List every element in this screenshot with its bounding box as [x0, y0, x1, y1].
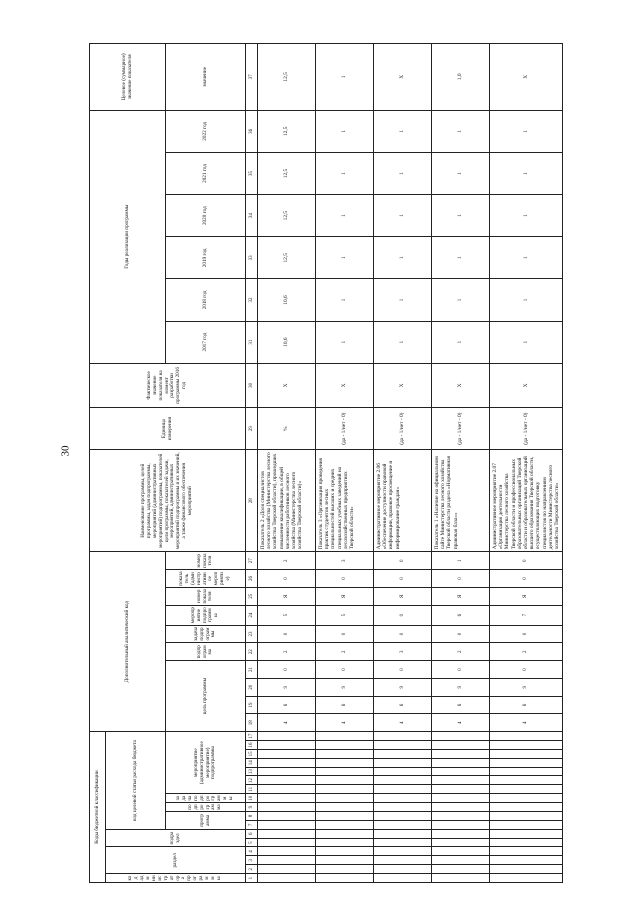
year-value: 1	[374, 195, 432, 237]
row-base: X	[316, 363, 374, 407]
budget-code-cell	[490, 803, 563, 812]
column-number: 3	[246, 856, 258, 865]
budget-code-cell	[490, 749, 563, 758]
budget-code-cell	[490, 829, 563, 838]
name-header: Наименование программы, целей программы, задач подпрограммы, мероприятий (административных мероприятий) подпрограммы, показателей цели программы, показателей задачи, мероприятий, административных мероприятий подпрограммы и их значений, а также финансового обеспечения мероприятий	[90, 450, 246, 552]
budget-code-cell	[258, 829, 316, 838]
column-number: 9	[246, 803, 258, 812]
year-value: 1	[490, 321, 563, 363]
ext-code-digit: 0	[490, 661, 563, 679]
budget-code-cell	[374, 865, 432, 874]
target-value-header: значение	[166, 44, 246, 111]
budget-code-cell	[316, 856, 374, 865]
budget-code-cell	[432, 794, 490, 803]
ext-code-digit: Я	[316, 587, 374, 605]
year-value: 1	[316, 195, 374, 237]
budget-code-cell	[432, 767, 490, 776]
budget-code-cell	[374, 829, 432, 838]
ext-code-digit: 3	[316, 552, 374, 570]
ext-code-digit: 4	[490, 714, 563, 732]
column-number: 27	[246, 552, 258, 570]
budget-code-cell	[258, 794, 316, 803]
budget-code-cell	[374, 758, 432, 767]
ext-code-digit: 0	[316, 661, 374, 679]
column-number: 35	[246, 152, 258, 194]
row-target: 12,5	[258, 44, 316, 111]
column-number: 18	[246, 714, 258, 732]
budget-code-cell	[432, 785, 490, 794]
table-row	[258, 44, 316, 883]
year-value: 10,6	[258, 279, 316, 321]
year-value: 1	[316, 110, 374, 152]
budget-code-cell	[432, 776, 490, 785]
budget-code-cell	[316, 741, 374, 750]
budget-code-cell	[490, 741, 563, 750]
budget-code-cell	[316, 812, 374, 821]
budget-code-cell	[432, 874, 490, 883]
year-value: 12,5	[258, 237, 316, 279]
year-value: 10,6	[258, 321, 316, 363]
budget-code-cell	[316, 732, 374, 741]
row-name: Показатель 3 «Организация проведения практик студентов лесных специальностей высших и средних специальных учебных заведений на лесохозяйственных предприятиях Тверской области»	[316, 450, 374, 552]
budget-code-cell	[490, 847, 563, 856]
row-name: Показатель 1 «Наличие на официальном сайте Министерства лесного хозяйства Тверской области раздела «Нормативная правовая база»»	[432, 450, 490, 552]
column-number: 26	[246, 570, 258, 588]
year-value: 1	[374, 110, 432, 152]
row-base: X	[374, 363, 432, 407]
budget-code-cell	[258, 803, 316, 812]
budget-code-cell	[258, 812, 316, 821]
column-number: 28	[246, 450, 258, 552]
year-value: 1	[490, 195, 563, 237]
ext-code-digit: Я	[432, 587, 490, 605]
budget-code-cell	[374, 741, 432, 750]
ext-col-5: показатель (административное мероприятие)	[166, 570, 246, 588]
column-number: 15	[246, 749, 258, 758]
ext-code-digit: 0	[490, 570, 563, 588]
column-number: 13	[246, 767, 258, 776]
budget-code-cell	[374, 820, 432, 829]
column-number: 34	[246, 195, 258, 237]
year-value: 1	[316, 152, 374, 194]
budget-code-cell	[316, 794, 374, 803]
row-unit: (да - 1/нет - 0)	[490, 408, 563, 450]
budget-code-cell	[432, 820, 490, 829]
budget-code-cell	[316, 803, 374, 812]
budget-code-cell	[258, 732, 316, 741]
razdel-header: раздел	[106, 847, 246, 874]
year-2017: 2017 год	[166, 321, 246, 363]
row-base: X	[490, 363, 563, 407]
ext-col-0: цель программы	[166, 661, 246, 732]
budget-code-cell	[316, 847, 374, 856]
ext-col-4: номер показателя	[166, 587, 246, 605]
year-value: 1	[432, 279, 490, 321]
subprogram-header: подпрограмма	[166, 803, 246, 812]
row-unit: %	[258, 408, 316, 450]
row-base: X	[258, 363, 316, 407]
budget-code-cell	[432, 856, 490, 865]
budget-code-cell	[258, 785, 316, 794]
column-number: 30	[246, 363, 258, 407]
admin-code-header: код администратора программы	[106, 874, 246, 883]
budget-code-cell	[316, 767, 374, 776]
ext-code-digit: 9	[316, 678, 374, 696]
budget-code-cell	[258, 847, 316, 856]
ext-code-digit: 5	[316, 605, 374, 625]
ext-code-digit: 0	[432, 661, 490, 679]
year-value: 1	[432, 110, 490, 152]
ext-code-digit: 0	[316, 570, 374, 588]
task-header: задача подпрограммы	[166, 794, 246, 803]
column-number: 7	[246, 820, 258, 829]
table-row	[316, 44, 374, 883]
budget-code-cell	[432, 749, 490, 758]
budget-code-cell	[432, 803, 490, 812]
budget-code-cell	[316, 776, 374, 785]
column-number: 24	[246, 605, 258, 625]
column-number: 32	[246, 279, 258, 321]
ext-code-digit: 9	[432, 678, 490, 696]
ext-code-digit: 2	[258, 643, 316, 661]
year-value: 1	[374, 152, 432, 194]
column-number: 22	[246, 643, 258, 661]
budget-code-cell	[490, 874, 563, 883]
table-row	[490, 44, 563, 883]
budget-code-cell	[490, 812, 563, 821]
year-2020: 2020 год	[166, 195, 246, 237]
column-number: 14	[246, 758, 258, 767]
budget-codes-header: Коды бюджетной классификации	[90, 732, 106, 883]
column-number-row	[246, 44, 258, 883]
ext-code-digit: 9	[374, 678, 432, 696]
budget-code-cell	[374, 838, 432, 847]
ext-code-digit: 0	[374, 605, 432, 625]
year-2018: 2018 год	[166, 279, 246, 321]
row-target: 1,0	[432, 44, 490, 111]
budget-code-cell	[374, 812, 432, 821]
row-unit: (да - 1/нет - 0)	[374, 408, 432, 450]
year-2019: 2019 год	[166, 237, 246, 279]
budget-code-cell	[432, 758, 490, 767]
target-header: Целевое (суммарное) значение показателя	[90, 44, 166, 111]
unit-header: Единица измерения	[90, 408, 246, 450]
ext-code-digit: 4	[316, 714, 374, 732]
ext-code-digit: 6	[316, 696, 374, 714]
ext-code-digit: 2	[432, 643, 490, 661]
column-number: 6	[246, 829, 258, 838]
column-number: 21	[246, 661, 258, 679]
budget-code-cell	[258, 838, 316, 847]
year-2021: 2021 год	[166, 152, 246, 194]
budget-code-cell	[374, 776, 432, 785]
budget-code-cell	[490, 732, 563, 741]
ext-code-header: Дополнительный аналитический код	[90, 552, 166, 732]
budget-code-cell	[432, 812, 490, 821]
budget-code-cell	[490, 856, 563, 865]
column-number: 2	[246, 865, 258, 874]
year-value: 12,5	[258, 110, 316, 152]
budget-code-cell	[374, 732, 432, 741]
budget-code-cell	[490, 785, 563, 794]
column-number: 8	[246, 812, 258, 821]
ext-code-digit: 7	[490, 605, 563, 625]
year-value: 1	[432, 195, 490, 237]
ext-col-1: подпрограмма	[166, 643, 246, 661]
ext-code-digit: 0	[490, 552, 563, 570]
year-2022: 2022 год	[166, 110, 246, 152]
budget-code-cell	[258, 865, 316, 874]
program-header: программа	[166, 812, 246, 830]
budget-code-cell	[258, 749, 316, 758]
budget-code-cell	[432, 865, 490, 874]
budget-code-cell	[374, 803, 432, 812]
year-value: 1	[432, 237, 490, 279]
budget-code-cell	[258, 820, 316, 829]
ext-code-digit: 6	[490, 696, 563, 714]
ext-code-digit: 0	[258, 661, 316, 679]
budget-code-cell	[316, 758, 374, 767]
target-article-header: код целевой статьи расхода бюджета	[106, 732, 166, 830]
ext-code-digit: 4	[432, 714, 490, 732]
budget-code-cell	[490, 820, 563, 829]
row-unit: (да - 1/нет - 0)	[316, 408, 374, 450]
ext-code-digit: 2	[490, 643, 563, 661]
ext-code-digit: 6	[374, 696, 432, 714]
podrazdel-header: подраздел	[106, 829, 246, 847]
budget-code-cell	[316, 785, 374, 794]
ext-code-digit: 0	[258, 625, 316, 643]
table-body	[258, 44, 563, 883]
year-value: 12,5	[258, 152, 316, 194]
ext-code-digit: 6	[432, 696, 490, 714]
budget-code-cell	[316, 838, 374, 847]
column-number: 4	[246, 847, 258, 856]
budget-code-cell	[374, 847, 432, 856]
year-value: 12,5	[258, 195, 316, 237]
budget-code-cell	[316, 820, 374, 829]
column-number: 10	[246, 794, 258, 803]
year-value: 1	[490, 152, 563, 194]
budget-code-cell	[490, 758, 563, 767]
row-name: Административное мероприятие 2.06 «Обеспечение доступности правовой информации, правовое просвещение и информирование граждан»	[374, 450, 432, 552]
ext-col-3: мероприятие подпрограммы	[166, 605, 246, 625]
row-unit: (да - 1/нет - 0)	[432, 408, 490, 450]
budget-code-cell	[258, 758, 316, 767]
column-number: 12	[246, 776, 258, 785]
column-number: 20	[246, 678, 258, 696]
year-value: 1	[490, 237, 563, 279]
base-header: Фактическое значение показателя на момент разработки программы 2016 год	[90, 363, 246, 407]
year-value: 1	[432, 152, 490, 194]
row-target: X	[374, 44, 432, 111]
year-value: 1	[316, 237, 374, 279]
column-number: 31	[246, 321, 258, 363]
ext-code-digit: 0	[374, 661, 432, 679]
column-number: 36	[246, 110, 258, 152]
ext-code-digit: Я	[374, 587, 432, 605]
ext-code-digit: 1	[432, 552, 490, 570]
row-name: Административное мероприятие 2.07 «Организация деятельности Министерства лесного хозяйства Тверской области и профессиональных образовательных организаций Тверской области и образовательных организаций высшего образования Тверской области, осуществляющих подготовку специалистов по направлениям деятельности Министерства лесного хозяйства Тверской области»	[490, 450, 563, 552]
budget-code-cell	[432, 741, 490, 750]
ext-code-digit: 0	[258, 570, 316, 588]
budget-code-cell	[490, 838, 563, 847]
year-value: 1	[374, 279, 432, 321]
table-row	[432, 44, 490, 883]
column-number: 25	[246, 587, 258, 605]
budget-code-cell	[490, 794, 563, 803]
row-target: 1	[316, 44, 374, 111]
ext-code-digit: 0	[490, 625, 563, 643]
budget-code-cell	[316, 749, 374, 758]
budget-code-cell	[374, 794, 432, 803]
years-header: Годы реализации программы	[90, 110, 166, 363]
column-number: 37	[246, 44, 258, 111]
budget-code-cell	[316, 874, 374, 883]
ext-code-digit: Я	[490, 587, 563, 605]
budget-code-cell	[258, 874, 316, 883]
ext-col-6: номер показателя	[166, 552, 246, 570]
budget-code-cell	[432, 847, 490, 856]
ext-code-digit: 0	[374, 625, 432, 643]
column-number: 5	[246, 838, 258, 847]
year-value: 1	[374, 237, 432, 279]
column-number: 17	[246, 732, 258, 741]
ext-code-digit: Я	[258, 587, 316, 605]
ext-code-digit: 9	[490, 678, 563, 696]
column-number: 1	[246, 874, 258, 883]
budget-code-cell	[258, 776, 316, 785]
ext-code-digit: 3	[374, 643, 432, 661]
budget-code-cell	[316, 829, 374, 838]
row-target: X	[490, 44, 563, 111]
ext-code-digit: 0	[432, 570, 490, 588]
row-name: Показатель 2 «Доля специалистов лесного хозяйства (Министерства лесного хозяйства Тверской области), прошедших повышение квалификации, в общей численности работников лесного хозяйства (Министерства лесного хозяйства Тверской области)»	[258, 450, 316, 552]
column-number: 16	[246, 741, 258, 750]
page-number: 30	[59, 445, 72, 457]
budget-code-cell	[432, 829, 490, 838]
year-value: 1	[490, 110, 563, 152]
ext-code-digit: 0	[374, 570, 432, 588]
year-value: 1	[316, 279, 374, 321]
ext-code-digit: 0	[432, 625, 490, 643]
budget-code-cell	[374, 749, 432, 758]
budget-code-cell	[490, 865, 563, 874]
budget-code-cell	[258, 741, 316, 750]
table-row	[374, 44, 432, 883]
year-value: 1	[432, 321, 490, 363]
budget-code-cell	[374, 785, 432, 794]
ext-code-digit: 6	[258, 696, 316, 714]
column-number: 11	[246, 785, 258, 794]
ext-code-digit: 9	[258, 678, 316, 696]
column-number: 33	[246, 237, 258, 279]
activity-header: мероприятие (административное мероприятие) подпрограммы	[166, 732, 246, 794]
rotated-table-container	[89, 43, 561, 883]
budget-code-cell	[374, 767, 432, 776]
budget-code-cell	[316, 865, 374, 874]
column-number: 19	[246, 696, 258, 714]
budget-code-cell	[374, 856, 432, 865]
budget-code-cell	[432, 838, 490, 847]
budget-code-cell	[490, 767, 563, 776]
ext-code-digit: 0	[374, 552, 432, 570]
ext-code-digit: 4	[374, 714, 432, 732]
year-value: 1	[316, 321, 374, 363]
budget-code-cell	[374, 874, 432, 883]
ext-code-digit: 2	[316, 643, 374, 661]
ext-code-digit: 4	[258, 714, 316, 732]
column-number: 23	[246, 625, 258, 643]
column-number: 29	[246, 408, 258, 450]
ext-code-digit: 5	[258, 605, 316, 625]
budget-code-cell	[258, 856, 316, 865]
budget-code-cell	[432, 732, 490, 741]
ext-code-digit: 6	[432, 605, 490, 625]
ext-code-digit: 0	[316, 625, 374, 643]
budget-code-cell	[490, 776, 563, 785]
year-value: 1	[490, 279, 563, 321]
budget-code-cell	[258, 767, 316, 776]
year-value: 1	[374, 321, 432, 363]
ext-col-2: задача подпрограммы	[166, 625, 246, 643]
program-table	[89, 43, 563, 883]
ext-code-digit: 2	[258, 552, 316, 570]
row-base: X	[432, 363, 490, 407]
